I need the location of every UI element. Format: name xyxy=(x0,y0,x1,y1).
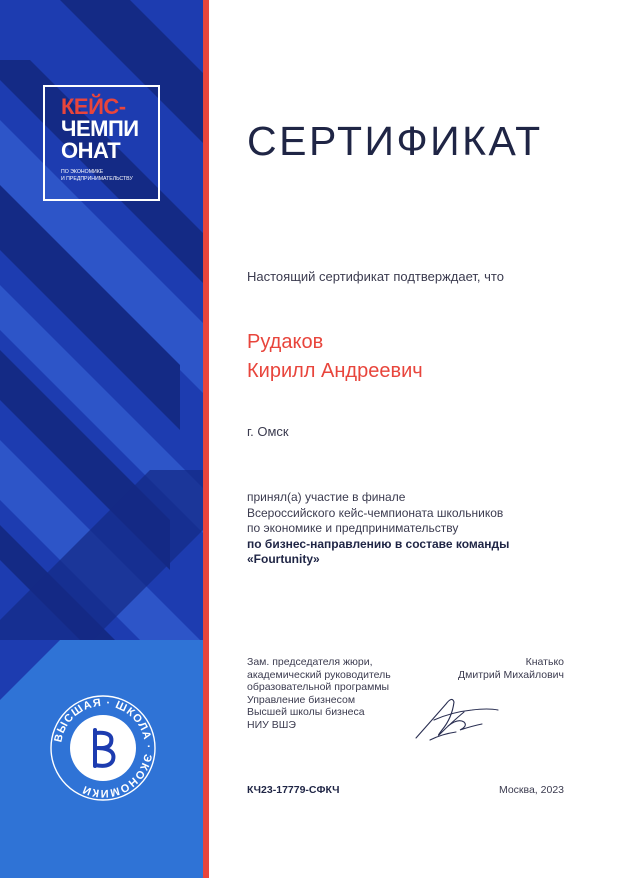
hse-seal-ring-text: ВЫСШАЯ · ШКОЛА · ЭКОНОМИКИ xyxy=(52,696,155,800)
logo-subtitle-1: ПО ЭКОНОМИКЕ xyxy=(61,169,104,175)
position-line: НИУ ВШЭ xyxy=(247,718,296,731)
recipient-city: г. Омск xyxy=(247,424,289,439)
signatory-position xyxy=(247,656,391,731)
recipient-given-names: Кирилл Андреевич xyxy=(247,360,423,382)
certificate-intro: Настоящий сертификат подтверждает, что xyxy=(247,269,504,284)
certificate-body xyxy=(247,490,509,568)
position-line: академический руководитель xyxy=(247,668,391,681)
logo-line-3: ОНАТ xyxy=(61,138,121,163)
body-line: по экономике и предпринимательству xyxy=(247,521,459,535)
certificate-title: СЕРТИФИКАТ xyxy=(247,118,543,164)
logo-line-1: КЕЙС- xyxy=(61,94,126,119)
place-and-date: Москва, 2023 xyxy=(498,784,564,796)
signatory-surname: Кнатько xyxy=(525,656,564,668)
certificate-code: КЧ23-17779-СФКЧ xyxy=(247,784,340,796)
position-line: образовательной программы xyxy=(247,681,390,693)
championship-logo xyxy=(43,85,160,201)
hse-seal-icon xyxy=(48,693,158,803)
logo-subtitle-2: И ПРЕДПРИНИМАТЕЛЬСТВУ xyxy=(61,176,133,182)
decorative-sidebar xyxy=(0,0,203,878)
body-line: принял(а) участие в финале xyxy=(247,490,406,504)
body-line: Всероссийского кейс-чемпионата школьников xyxy=(247,505,504,520)
handwritten-signature xyxy=(412,690,502,746)
position-line: Управление бизнесом xyxy=(247,693,356,706)
position-line: Высшей школы бизнеса xyxy=(247,706,365,718)
logo-line-2: ЧЕМПИ xyxy=(61,116,139,141)
recipient-surname: Рудаков xyxy=(247,331,324,353)
team-name: «Fourtunity» xyxy=(247,552,320,566)
position-line: Зам. председателя жюри, xyxy=(247,656,373,668)
signatory-given-names: Дмитрий Михайлович xyxy=(458,668,564,681)
red-accent-stripe xyxy=(203,0,209,878)
signatory-name xyxy=(458,656,564,681)
body-line-bold: по бизнес-направлению в составе команды xyxy=(247,536,510,551)
